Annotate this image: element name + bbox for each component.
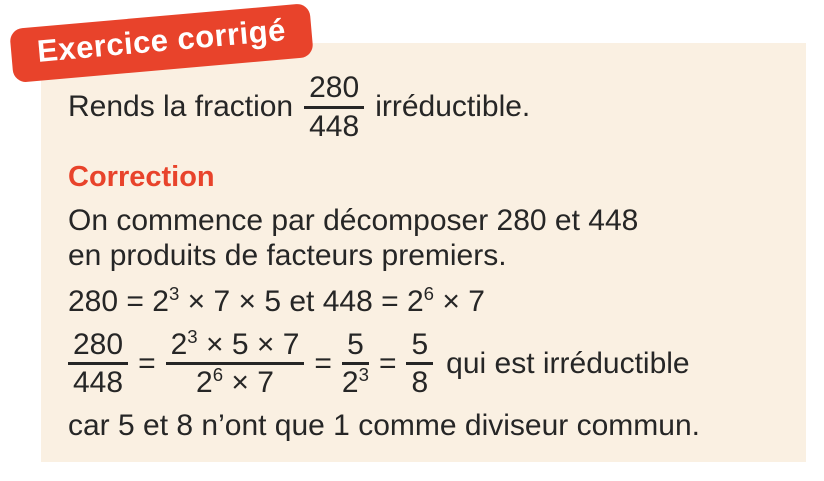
fraction-numerator: 280	[68, 328, 128, 366]
badge-label: Exercice corrigé	[35, 12, 288, 69]
fraction-denominator: 448	[309, 109, 360, 143]
equation-tail-text: qui est irréductible	[446, 346, 690, 380]
fraction-denominator	[196, 365, 274, 400]
exercise-statement	[68, 71, 786, 143]
fraction-denominator: 8	[411, 366, 429, 400]
fraction-280-448	[304, 71, 364, 143]
equals-sign: =	[314, 346, 332, 380]
conclusion-line: car 5 et 8 n’ont que 1 comme diviseur commun.	[68, 408, 700, 442]
fraction-numerator: 5	[342, 328, 369, 366]
equation-fraction-2	[166, 325, 305, 400]
statement-suffix: irréductible.	[375, 90, 531, 124]
factor-exponent: 3	[187, 325, 198, 347]
decomp-exponent-1: 3	[168, 282, 180, 304]
factor-base: 2	[170, 327, 188, 361]
intro-line-2: en produits de facteurs premiers.	[68, 238, 507, 272]
factor-base: 2	[196, 366, 213, 400]
factor-exponent: 3	[358, 364, 369, 386]
exercise-panel	[41, 43, 806, 462]
simplification-equation	[68, 325, 786, 400]
equals-sign: =	[138, 346, 156, 380]
decomp-seg1: 280 = 2	[68, 284, 169, 318]
equation-fraction-4	[406, 328, 433, 400]
intro-paragraph	[68, 203, 786, 273]
decomp-seg3: × 7	[434, 284, 485, 318]
decomp-seg2: × 7 × 5 et 448 = 2	[179, 284, 424, 318]
decomposition-line	[68, 284, 786, 319]
fraction-numerator: 280	[304, 71, 364, 109]
equals-sign: =	[378, 346, 397, 380]
intro-line-1: On commence par décomposer 280 et 448	[68, 203, 639, 237]
equation-fraction-3	[342, 328, 369, 400]
factor-rest: × 7	[223, 366, 274, 400]
fraction-denominator: 448	[73, 366, 124, 400]
equation-fraction-1	[68, 328, 128, 400]
decomp-exponent-2: 6	[423, 282, 434, 304]
factor-exponent: 6	[212, 364, 224, 386]
fraction-denominator	[342, 365, 369, 400]
fraction-numerator: 5	[406, 328, 433, 366]
factor-base: 2	[341, 366, 359, 400]
correction-heading: Correction	[68, 161, 215, 194]
factor-rest: × 5 × 7	[197, 327, 300, 361]
statement-prefix: Rends la fraction	[68, 90, 294, 124]
fraction-numerator	[166, 325, 305, 366]
